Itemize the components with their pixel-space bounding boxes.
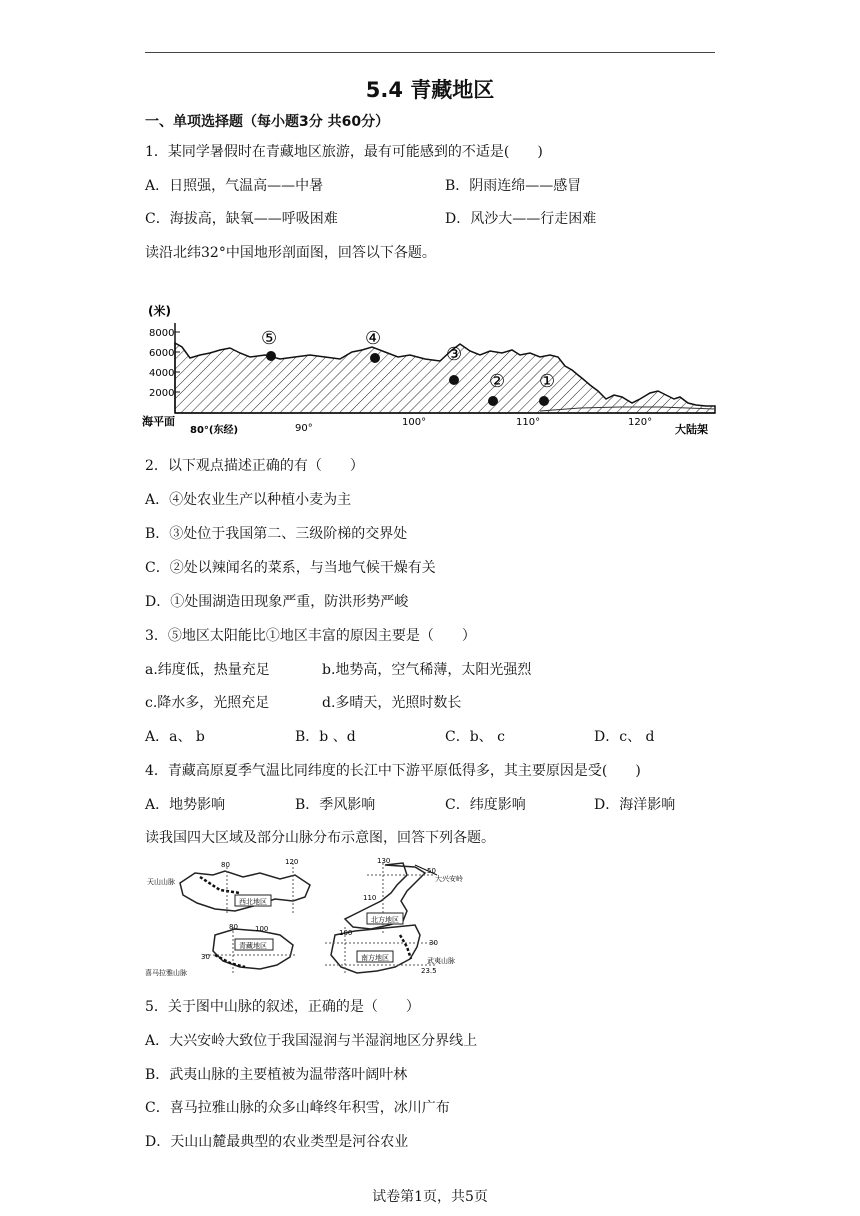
marker-4: ④ — [365, 328, 382, 349]
q5-option-b: B．武夷山脉的主要植被为温带落叶阔叶林 — [145, 1067, 408, 1083]
south-region-label: 南方地区 — [361, 954, 389, 962]
y-axis-unit: (米) — [148, 304, 171, 318]
q3-option-b: B．b 、d — [295, 729, 356, 745]
page-footer: 试卷第1页，共5页 — [372, 1189, 488, 1205]
q5-option-a: A．大兴安岭大致位于我国湿润与半湿润地区分界线上 — [145, 1033, 478, 1049]
q4-option-c: C．纬度影响 — [445, 797, 526, 813]
q3-reason-a: a.纬度低，热量充足 — [145, 662, 270, 678]
q1-option-b: B．阴雨连绵——感冒 — [445, 178, 582, 194]
q4-option-b: B．季风影响 — [295, 797, 376, 813]
x-tick-90: 90° — [295, 423, 313, 434]
y-tick-6000: 6000 — [149, 348, 175, 359]
continental-shelf-label: 大陆架 — [675, 423, 708, 436]
n-lon-130: 130 — [377, 857, 391, 865]
q4-option-d: D．海洋影响 — [594, 797, 676, 813]
y-tick-8000: 8000 — [149, 328, 175, 339]
question-4-stem: 4．青藏高原夏季气温比同纬度的长江中下游平原低得多，其主要原因是受( ) — [145, 763, 641, 779]
n-mountain-label: 大兴安岭 — [435, 875, 463, 883]
nw-lon-b: 120 — [285, 858, 299, 866]
q3-reason-b: b.地势高，空气稀薄，太阳光强烈 — [322, 662, 532, 678]
q3-option-a: A．a、 b — [145, 729, 205, 745]
q2-option-c: C．②处以辣闻名的菜系，与当地气候干燥有关 — [145, 560, 436, 576]
q2-option-d: D．①处围湖造田现象严重，防洪形势严峻 — [145, 594, 409, 610]
qz-lat-30: 30 — [201, 953, 210, 961]
x-tick-80: 80°(东经) — [190, 425, 239, 436]
q2-option-a: A．④处农业生产以种植小麦为主 — [145, 492, 352, 508]
q1-option-c: C．海拔高，缺氧——呼吸困难 — [145, 211, 338, 227]
terrain-profile-figure — [140, 295, 720, 440]
header-rule — [145, 52, 715, 53]
q1-option-a: A．日照强，气温高——中暑 — [145, 178, 324, 194]
q3-option-d: D．c、 d — [594, 729, 655, 745]
q3-reason-c: c.降水多，光照充足 — [145, 695, 270, 711]
qinghai-tibet-region-label: 青藏地区 — [239, 942, 267, 950]
marker-3: ③ — [446, 344, 463, 365]
nw-mountain-label: 天山山脉 — [147, 878, 175, 886]
question-2-stem: 2．以下观点描述正确的有（ ） — [145, 458, 364, 474]
q3-option-c: C．b、 c — [445, 729, 505, 745]
intro-profile: 读沿北纬32°中国地形剖面图，回答以下各题。 — [145, 245, 436, 261]
n-lon-110: 110 — [363, 894, 377, 902]
question-5-stem: 5．关于图中山脉的叙述，正确的是（ ） — [145, 999, 420, 1015]
q1-option-d: D．风沙大——行走困难 — [445, 211, 597, 227]
s-lon-100: 100 — [339, 929, 353, 937]
s-mountain-label: 武夷山脉 — [427, 957, 455, 965]
four-regions-map-figure — [145, 855, 465, 977]
x-tick-120: 120° — [628, 417, 653, 428]
marker-5: ⑤ — [261, 328, 278, 349]
q5-option-d: D．天山山麓最典型的农业类型是河谷农业 — [145, 1134, 409, 1150]
sea-level-label: 海平面 — [142, 415, 175, 428]
qz-lon-100: 100 — [255, 925, 269, 933]
question-1-stem: 1．某同学暑假时在青藏地区旅游，最有可能感到的不适是( ) — [145, 144, 543, 160]
intro-regions: 读我国四大区域及部分山脉分布示意图，回答下列各题。 — [145, 830, 495, 846]
marker-1: ① — [539, 371, 556, 392]
marker-2: ② — [489, 371, 506, 392]
s-lat-30: 30 — [429, 939, 438, 947]
page-title: 5.4 青藏地区 — [365, 78, 495, 102]
nw-lon-a: 80 — [221, 861, 230, 869]
q4-option-a: A．地势影响 — [145, 797, 226, 813]
x-tick-100: 100° — [402, 417, 427, 428]
q3-reason-d: d.多晴天，光照时数长 — [322, 695, 462, 711]
qz-lon-80: 80 — [229, 923, 238, 931]
x-tick-110: 110° — [516, 417, 541, 428]
northwest-region-label: 西北地区 — [239, 898, 267, 906]
terrain-profile-area — [175, 343, 715, 413]
section-heading: 一、单项选择题（每小题3分 共60分） — [145, 114, 390, 130]
question-3-stem: 3．⑤地区太阳能比①地区丰富的原因主要是（ ） — [145, 628, 476, 644]
north-region-label: 北方地区 — [371, 916, 399, 924]
n-lat-50: 50 — [427, 867, 436, 875]
q5-option-c: C．喜马拉雅山脉的众多山峰终年积雪，冰川广布 — [145, 1100, 450, 1116]
s-lat-23-5: 23.5 — [421, 967, 437, 975]
y-tick-4000: 4000 — [149, 368, 175, 379]
y-tick-2000: 2000 — [149, 388, 175, 399]
q2-option-b: B．③处位于我国第二、三级阶梯的交界处 — [145, 526, 408, 542]
qz-mountain-label: 喜马拉雅山脉 — [145, 969, 187, 977]
